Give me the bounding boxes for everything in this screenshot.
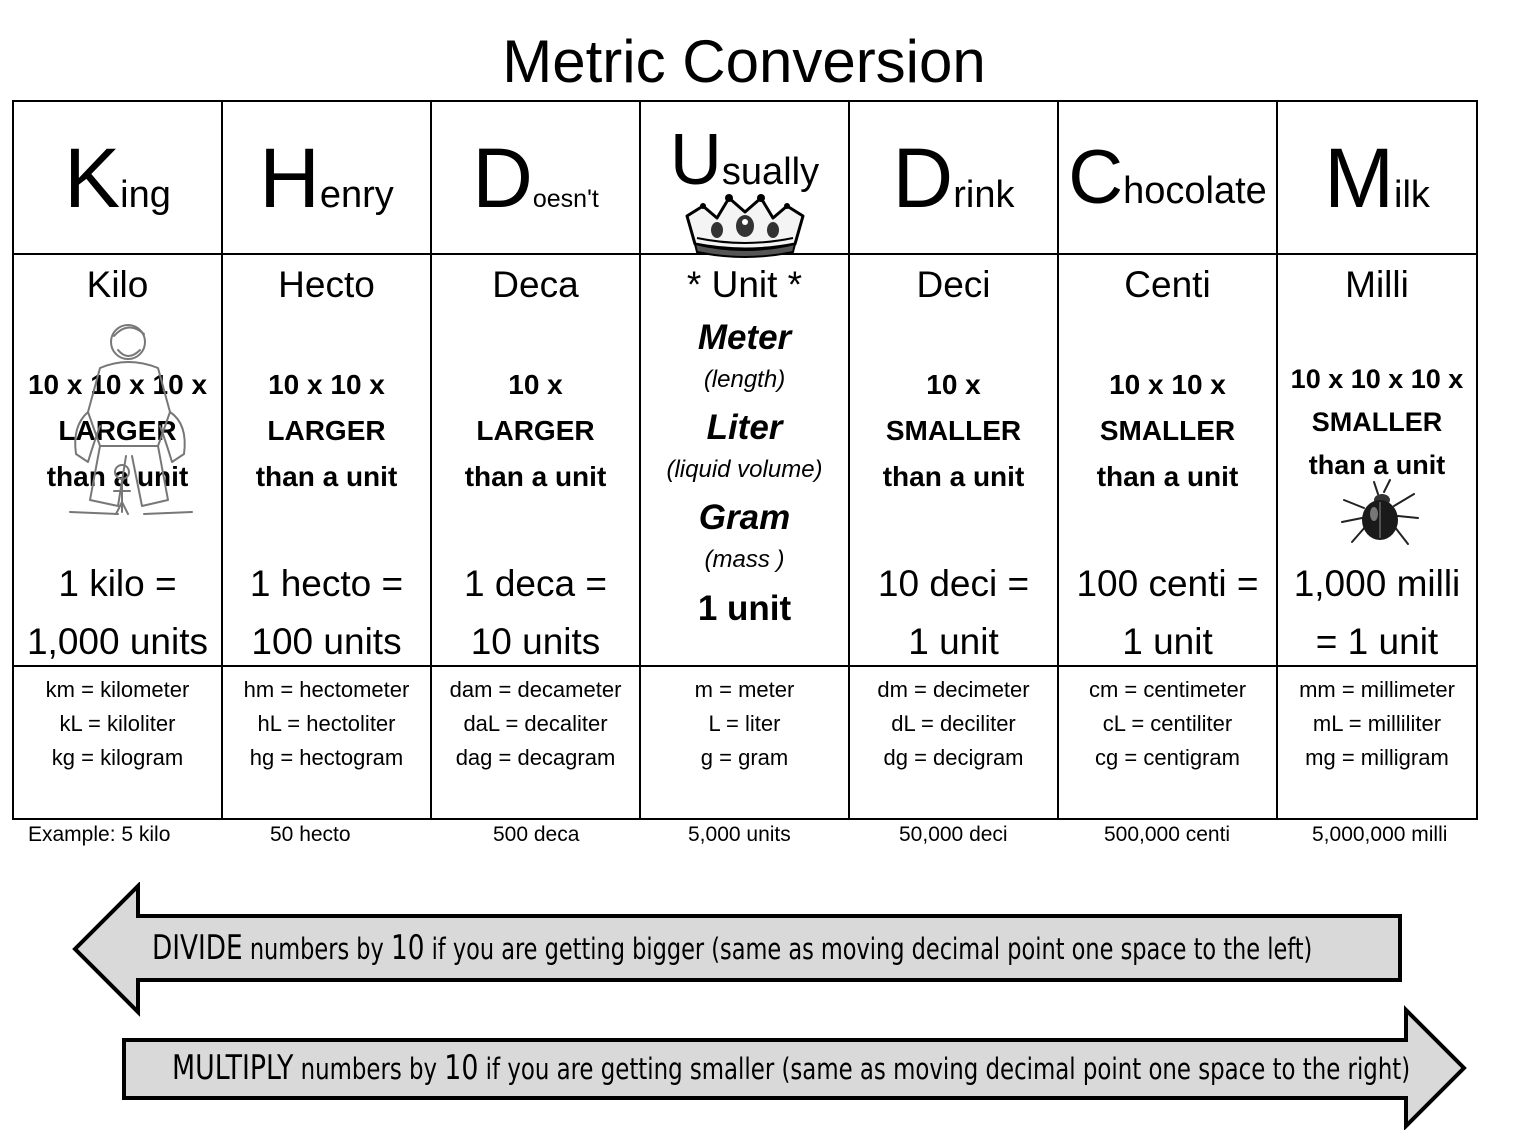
abbr-line: mL = milliliter — [1312, 711, 1442, 736]
abbr-cell-kilo — [13, 666, 222, 819]
example-milli: 5,000,000 milli — [1312, 823, 1448, 846]
base-unit-equation: 1 unit — [697, 589, 792, 628]
beetle-icon — [1338, 478, 1422, 556]
prefix-cell-hecto — [222, 254, 431, 666]
example-unit: 5,000 units — [688, 823, 791, 846]
prefix-factor: 10 x 10 x 10 x SMALLER than a unit — [1290, 364, 1464, 480]
divide-arrow-text: DIVIDE numbers by 10 if you are getting bigger (same as moving decimal point one space to the left) — [152, 928, 1313, 968]
example-row — [12, 820, 1476, 852]
prefix-name: Milli — [1345, 264, 1409, 305]
prefix-cell-deca — [431, 254, 640, 666]
abbr-line: dm = decimeter — [877, 677, 1030, 702]
prefix-name: * Unit * — [686, 264, 803, 305]
prefix-row — [13, 254, 1477, 666]
prefix-equation: 1 hecto = 100 units — [249, 563, 404, 662]
abbr-line: dg = decigram — [883, 745, 1024, 770]
mnemonic-cell-doesnt — [431, 101, 640, 254]
unit-measure-volume: (liquid volume) — [666, 456, 823, 483]
giant-icon — [60, 316, 200, 526]
prefix-factor: 10 x 10 x LARGER than a unit — [255, 369, 398, 492]
example-deca: 500 deca — [493, 823, 580, 846]
abbr-line: hg = hectogram — [249, 745, 404, 770]
prefix-equation: 1 kilo = 1,000 units — [26, 563, 209, 662]
crown-icon — [683, 188, 807, 260]
mnemonic-cell-king — [13, 101, 222, 254]
abbr-cell-hecto — [222, 666, 431, 819]
mnemonic-cell-drink — [849, 101, 1058, 254]
example-centi: 500,000 centi — [1104, 823, 1231, 846]
abbr-line: L = liter — [708, 711, 781, 736]
prefix-name: Hecto — [278, 264, 375, 305]
abbr-line: cg = centigram — [1095, 745, 1240, 770]
prefix-factor: 10 x 10 x 10 x LARGER than a unit — [27, 369, 208, 492]
prefix-equation: 10 deci = 1 unit — [877, 563, 1030, 662]
mnemonic-word: Chocolate — [1068, 134, 1267, 220]
abbr-line: dam = decameter — [449, 677, 622, 702]
page-title: Metric Conversion — [502, 28, 986, 95]
abbr-cell-deci — [849, 666, 1058, 819]
abbreviation-row — [13, 666, 1477, 819]
abbr-line: m = meter — [694, 677, 795, 702]
prefix-equation: 1 deca = 10 units — [464, 563, 607, 662]
unit-measure-mass: (mass ) — [704, 546, 785, 573]
abbr-line: km = kilometer — [45, 677, 190, 702]
mnemonic-cell-chocolate — [1058, 101, 1277, 254]
abbr-line: kL = kiloliter — [59, 711, 176, 736]
abbr-line: kg = kilogram — [51, 745, 184, 770]
abbr-line: hL = hectoliter — [257, 711, 396, 736]
prefix-name: Deca — [492, 264, 579, 305]
abbr-cell-unit — [640, 666, 849, 819]
prefix-factor: 10 x LARGER than a unit — [464, 369, 607, 492]
prefix-cell-centi — [1058, 254, 1277, 666]
abbr-line: daL = decaliter — [463, 711, 608, 736]
abbr-cell-deca — [431, 666, 640, 819]
example-deci: 50,000 deci — [899, 823, 1008, 846]
abbr-line: hm = hectometer — [243, 677, 410, 702]
mnemonic-cell-milk — [1277, 101, 1477, 254]
mnemonic-word: King — [64, 130, 171, 225]
prefix-cell-unit — [640, 254, 849, 666]
mnemonic-word: Doesn't — [472, 130, 599, 225]
mnemonic-word: Henry — [259, 130, 394, 225]
unit-name-gram: Gram — [698, 498, 791, 537]
prefix-cell-milli — [1277, 254, 1477, 666]
abbr-line: mg = milligram — [1305, 745, 1449, 770]
abbr-line: mm = millimeter — [1299, 677, 1455, 702]
multiply-arrow-text: MULTIPLY numbers by 10 if you are getting smaller (same as moving decimal point one space to the right) — [172, 1048, 1411, 1088]
unit-name-liter: Liter — [706, 408, 783, 447]
prefix-name: Deci — [916, 264, 991, 305]
prefix-factor: 10 x SMALLER than a unit — [882, 369, 1025, 492]
abbr-line: dL = deciliter — [891, 711, 1016, 736]
mnemonic-word: Usually — [669, 120, 820, 200]
example-hecto: 50 hecto — [270, 823, 351, 846]
prefix-equation: 100 centi = 1 unit — [1076, 563, 1259, 662]
mnemonic-word: Milk — [1324, 130, 1430, 225]
prefix-factor: 10 x 10 x SMALLER than a unit — [1096, 369, 1239, 492]
abbr-line: g = gram — [700, 745, 789, 770]
unit-name-meter: Meter — [697, 318, 792, 357]
abbr-line: dag = decagram — [455, 745, 616, 770]
abbr-line: cL = centiliter — [1102, 711, 1233, 736]
prefix-name: Kilo — [86, 264, 149, 305]
unit-measure-length: (length) — [703, 366, 786, 393]
prefix-cell-deci — [849, 254, 1058, 666]
mnemonic-word: Drink — [892, 130, 1015, 225]
prefix-name: Centi — [1124, 264, 1211, 305]
prefix-equation: 1,000 milli = 1 unit — [1293, 563, 1461, 662]
abbr-cell-milli — [1277, 666, 1477, 819]
abbr-cell-centi — [1058, 666, 1277, 819]
abbr-line: cm = centimeter — [1088, 677, 1247, 702]
base-unit-stack — [641, 263, 848, 631]
mnemonic-cell-henry — [222, 101, 431, 254]
example-kilo: Example: 5 kilo — [28, 823, 171, 846]
